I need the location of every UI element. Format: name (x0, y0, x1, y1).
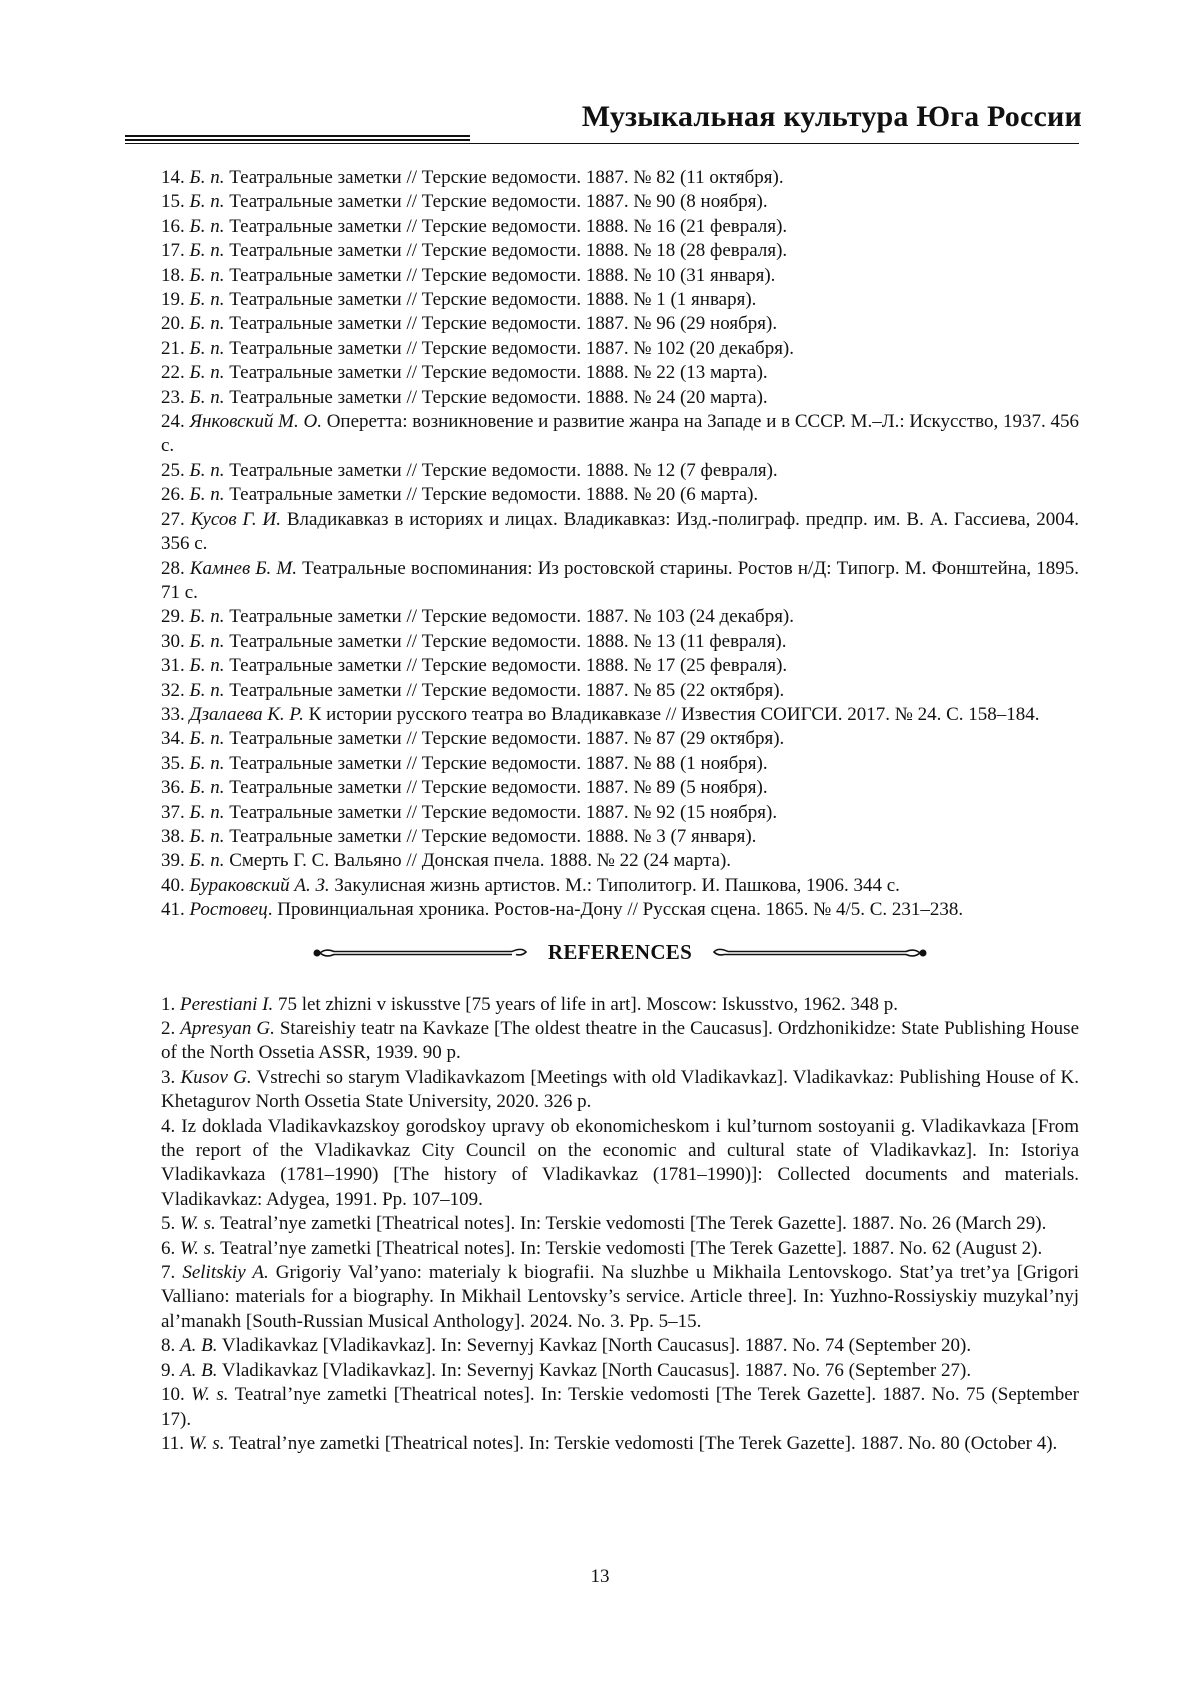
note-entry (161, 849, 1079, 873)
entry-author: Б. п. (189, 606, 225, 628)
entry-number: 5. (161, 1213, 176, 1235)
note-entry (161, 288, 1079, 312)
entry-text: Teatral’nye zametki [Theatrical notes]. In: Terskie vedomosti [The Terek Gazette]. 1887. No. 62 (August 2). (215, 1237, 1043, 1259)
entry-number: 9. (161, 1359, 176, 1381)
entry-number: 18. (161, 264, 185, 286)
entry-author: Кусов Г. И. (190, 508, 281, 530)
entry-text: Iz doklada Vladikavkazskoy gorodskoy upravy ob ekonomicheskom i kul’turnom sostoyanii g. Vladikavkaza [From the report of the Vladikavkaz City Council on the economic and cultural state of Vladikavkaz]. In: Istoriya Vladikavkaza (1781–1990) [The history of Vladikavkaz (1781–1990)]: Collected documents and materials. Vladikavkaz: Adygea, 1991. Pp. 107–109. (161, 1115, 1079, 1210)
entry-text: Театральные заметки // Терские ведомости. 1888. № 1 (1 января). (224, 289, 757, 311)
entry-text: Театральные заметки // Терские ведомости. 1888. № 22 (13 марта). (224, 362, 768, 384)
entry-text: Театральные заметки // Терские ведомости. 1887. № 85 (22 октября). (224, 679, 785, 701)
note-entry (161, 776, 1079, 800)
note-entry (161, 703, 1079, 727)
entry-text: Teatral’nye zametki [Theatrical notes]. In: Terskie vedomosti [The Terek Gazette]. 1887. No. 80 (October 4). (224, 1432, 1058, 1454)
entry-text: Театральные заметки // Терские ведомости. 1887. № 96 (29 ноября). (224, 313, 778, 335)
note-entry (161, 166, 1079, 190)
entry-author: Б. п. (189, 337, 225, 359)
entry-author: W. s. (191, 1384, 229, 1406)
entry-number: 4. (161, 1115, 176, 1137)
entry-author: Б. п. (189, 459, 225, 481)
entry-number: 14. (161, 167, 185, 188)
entry-number: 20. (161, 313, 185, 335)
entry-number: 27. (161, 508, 185, 530)
note-entry (161, 752, 1079, 776)
journal-title: Музыкальная культура Юга России (581, 100, 1082, 133)
note-entry (161, 679, 1079, 703)
note-entry (161, 264, 1079, 288)
entry-author: Kusov G. (180, 1066, 252, 1088)
entry-number: 19. (161, 289, 185, 311)
entry-number: 17. (161, 240, 185, 262)
entry-number: 37. (161, 801, 185, 823)
entry-author: Б. п. (189, 801, 225, 823)
entry-author: Б. п. (189, 679, 225, 701)
entry-text: Театральные заметки // Терские ведомости. 1888. № 16 (21 февраля). (224, 215, 788, 237)
entry-author: Ростовец (189, 899, 268, 921)
entry-author: Бураковский А. З. (189, 874, 330, 896)
entry-author: Selitskiy A. (182, 1262, 269, 1284)
entry-number: 39. (161, 850, 185, 872)
entry-text: Театральные заметки // Терские ведомости. 1887. № 103 (24 декабря). (224, 606, 795, 628)
entry-number: 21. (161, 337, 185, 359)
note-entry (161, 239, 1079, 263)
reference-entry (161, 1383, 1079, 1432)
note-entry (161, 215, 1079, 239)
notes-list (161, 166, 1079, 923)
note-entry (161, 386, 1079, 410)
entry-number: 36. (161, 777, 185, 799)
ornament-left-icon (312, 943, 530, 963)
references-list (161, 993, 1079, 1457)
entry-text: Театральные заметки // Терские ведомости. 1888. № 18 (28 февраля). (224, 240, 788, 262)
entry-author: Б. п. (189, 215, 225, 237)
page-content (161, 166, 1079, 1456)
entry-number: 31. (161, 655, 185, 677)
entry-text: Театральные заметки // Терские ведомости. 1888. № 17 (25 февраля). (224, 655, 788, 677)
entry-text: Театральные заметки // Терские ведомости. 1888. № 12 (7 февраля). (224, 459, 778, 481)
note-entry (161, 337, 1079, 361)
references-title: REFERENCES (547, 940, 693, 965)
entry-number: 7. (161, 1262, 176, 1284)
entry-text: Teatral’nye zametki [Theatrical notes]. In: Terskie vedomosti [The Terek Gazette]. 1887. No. 26 (March 29). (215, 1213, 1047, 1235)
entry-number: 35. (161, 752, 185, 774)
reference-entry (161, 1017, 1079, 1066)
entry-number: 2. (161, 1018, 176, 1039)
entry-author: Б. п. (189, 850, 225, 872)
reference-entry (161, 1432, 1079, 1456)
ornament-right-icon (710, 943, 928, 963)
entry-number: 3. (161, 1066, 176, 1088)
entry-number: 28. (161, 557, 185, 579)
entry-number: 41. (161, 899, 185, 921)
note-entry (161, 874, 1079, 898)
note-entry (161, 459, 1079, 483)
header-rule-thick-bottom (125, 139, 470, 141)
header-rule (125, 143, 1079, 144)
entry-number: 25. (161, 459, 185, 481)
entry-text: Театральные заметки // Терские ведомости. 1888. № 10 (31 января). (224, 264, 776, 286)
entry-number: 23. (161, 386, 185, 408)
reference-entry (161, 1261, 1079, 1334)
note-entry (161, 898, 1079, 922)
entry-number: 24. (161, 411, 185, 433)
entry-text: Театральные воспоминания: Из ростовской старины. Ростов н/Д: Типогр. М. Фонштейна, 1895. 71 с. (161, 557, 1079, 603)
entry-author: Камнев Б. М. (189, 557, 297, 579)
entry-text: К истории русского театра во Владикавказе // Известия СОИГСИ. 2017. № 24. С. 158–184. (303, 703, 1040, 725)
entry-text: Театральные заметки // Терские ведомости. 1888. № 20 (6 марта). (224, 484, 759, 506)
entry-author: Б. п. (189, 752, 225, 774)
note-entry (161, 727, 1079, 751)
entry-number: 30. (161, 630, 185, 652)
entry-author: Б. п. (189, 825, 225, 847)
note-entry (161, 410, 1079, 459)
entry-text: Vladikavkaz [Vladikavkaz]. In: Severnyj Kavkaz [North Caucasus]. 1887. No. 76 (September 27). (217, 1359, 972, 1381)
entry-author: Б. п. (189, 362, 225, 384)
entry-text: . Провинциальная хроника. Ростов-на-Дону // Русская сцена. 1865. № 4/5. С. 231–238. (267, 899, 964, 921)
entry-author: Б. п. (189, 728, 225, 750)
entry-text: Закулисная жизнь артистов. М.: Типолитогр. И. Пашкова, 1906. 344 с. (329, 874, 900, 896)
note-entry (161, 605, 1079, 629)
entry-author: W. s. (188, 1432, 225, 1454)
note-entry (161, 361, 1079, 385)
note-entry (161, 190, 1079, 214)
reference-entry (161, 1115, 1079, 1213)
entry-number: 32. (161, 679, 185, 701)
entry-text: Vladikavkaz [Vladikavkaz]. In: Severnyj Kavkaz [North Caucasus]. 1887. No. 74 (September 20). (217, 1335, 972, 1357)
entry-author: Б. п. (189, 655, 225, 677)
note-entry (161, 654, 1079, 678)
entry-number: 16. (161, 215, 185, 237)
entry-author: Б. п. (189, 777, 225, 799)
entry-number: 1. (161, 993, 176, 1015)
entry-author: A. B. (180, 1335, 218, 1357)
references-heading (161, 929, 1079, 977)
entry-text: Stareishiy teatr na Kavkaze [The oldest theatre in the Caucasus]. Ordzhonikidze: State Publishing House of the North Ossetia ASSR, 1939. 90 p. (161, 1018, 1079, 1064)
entry-number: 29. (161, 606, 185, 628)
entry-author: Б. п. (189, 191, 225, 213)
entry-text: Театральные заметки // Терские ведомости. 1887. № 89 (5 ноября). (224, 777, 768, 799)
entry-text: Театральные заметки // Терские ведомости. 1887. № 82 (11 октября). (224, 167, 784, 188)
entry-author: Б. п. (189, 167, 225, 188)
note-entry (161, 630, 1079, 654)
entry-text: Teatral’nye zametki [Theatrical notes]. In: Terskie vedomosti [The Terek Gazette]. 1887. No. 75 (September 17). (161, 1384, 1080, 1430)
entry-number: 22. (161, 362, 185, 384)
entry-text: Театральные заметки // Терские ведомости. 1888. № 3 (7 января). (224, 825, 757, 847)
entry-author: Б. п. (189, 289, 225, 311)
note-entry (161, 825, 1079, 849)
entry-text: 75 let zhizni v iskusstve [75 years of life in art]. Moscow: Iskusstvo, 1962. 348 p. (273, 993, 899, 1015)
entry-text: Grigoriy Val’yano: materialy k biografii. Na sluzhbe u Mikhaila Lentovskogo. Stat’ya tret’ya [Grigori Valliano: materials for a biography. In Mikhail Lentovsky’s service. Article three]. In: Yuzhno-Rossiyskiy muzykal’nyj al’manakh [South-Russian Musical Anthology]. 2024. No. 3. Pp. 5–15. (161, 1262, 1080, 1332)
page-number: 13 (590, 1566, 610, 1587)
entry-number: 34. (161, 728, 185, 750)
entry-author: Apresyan G. (180, 1018, 275, 1039)
note-entry (161, 508, 1079, 557)
reference-entry (161, 1066, 1079, 1115)
entry-author: Дзалаева К. Р. (189, 703, 304, 725)
entry-author: A. B. (180, 1359, 218, 1381)
entry-text: Театральные заметки // Терские ведомости. 1887. № 90 (8 ноября). (224, 191, 768, 213)
entry-text: Театральные заметки // Терские ведомости. 1887. № 87 (29 октября). (224, 728, 785, 750)
entry-text: Театральные заметки // Терские ведомости. 1887. № 102 (20 декабря). (224, 337, 795, 359)
note-entry (161, 557, 1079, 606)
entry-text: Театральные заметки // Терские ведомости. 1887. № 88 (1 ноября). (224, 752, 768, 774)
entry-author: Perestiani I. (180, 993, 274, 1015)
entry-author: Б. п. (189, 264, 225, 286)
entry-number: 10. (161, 1384, 185, 1406)
entry-author: W. s. (180, 1213, 216, 1235)
entry-number: 8. (161, 1335, 176, 1357)
entry-author: Янковский М. О. (189, 411, 322, 433)
entry-number: 15. (161, 191, 185, 213)
entry-author: Б. п. (189, 630, 225, 652)
entry-author: Б. п. (189, 313, 225, 335)
entry-number: 11. (161, 1432, 185, 1454)
note-entry (161, 483, 1079, 507)
entry-text: Смерть Г. С. Вальяно // Донская пчела. 1888. № 22 (24 марта). (224, 850, 732, 872)
entry-author: W. s. (180, 1237, 216, 1259)
entry-text: Владикавказ в историях и лицах. Владикавказ: Изд.-полиграф. предпр. им. В. А. Гассиева, 2004. 356 с. (161, 508, 1080, 555)
reference-entry (161, 1237, 1079, 1261)
reference-entry (161, 1359, 1079, 1383)
entry-number: 38. (161, 825, 185, 847)
entry-text: Театральные заметки // Терские ведомости. 1887. № 92 (15 ноября). (224, 801, 778, 823)
note-entry (161, 801, 1079, 825)
reference-entry (161, 1334, 1079, 1358)
header-rule-thick-top (125, 135, 470, 137)
entry-number: 26. (161, 484, 185, 506)
entry-text: Театральные заметки // Терские ведомости. 1888. № 13 (11 февраля). (224, 630, 787, 652)
note-entry (161, 312, 1079, 336)
entry-author: Б. п. (189, 386, 225, 408)
entry-text: Театральные заметки // Терские ведомости. 1888. № 24 (20 марта). (224, 386, 768, 408)
reference-entry (161, 1212, 1079, 1236)
reference-entry (161, 993, 1079, 1017)
entry-author: Б. п. (189, 240, 225, 262)
entry-number: 40. (161, 874, 185, 896)
entry-number: 6. (161, 1237, 176, 1259)
entry-number: 33. (161, 703, 185, 725)
entry-author: Б. п. (189, 484, 225, 506)
entry-text: Оперетта: возникновение и развитие жанра на Западе и в СССР. М.–Л.: Искусство, 1937. 456 с. (161, 411, 1080, 457)
entry-text: Vstrechi so starym Vladikavkazom [Meetings with old Vladikavkaz]. Vladikavkaz: Publishing House of K. Khetagurov North Ossetia State University, 2020. 326 p. (161, 1066, 1079, 1113)
